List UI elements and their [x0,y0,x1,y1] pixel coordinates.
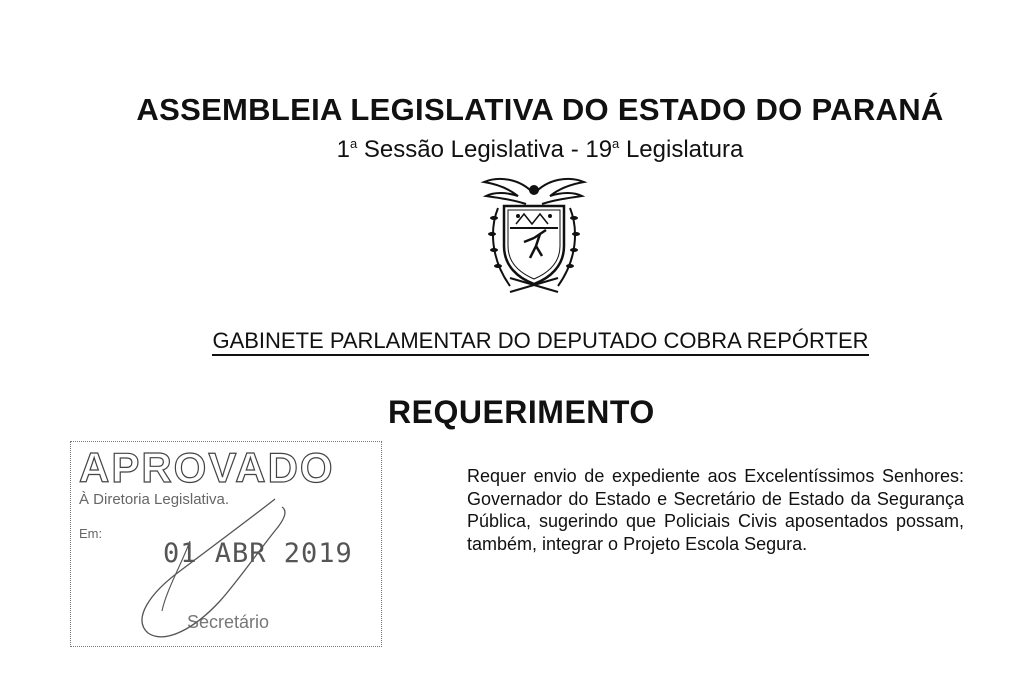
subtitle-legislature-text: Legislatura [619,136,744,163]
handwritten-signature [70,441,382,647]
cabinet-heading [173,328,908,354]
stamp-signature-label: Secretário [187,612,270,632]
request-summary: Requer envio de expediente aos Excelentíssimos Senhores: Governador do Estado e Secretário de Estado da Segurança Pública, sugerindo que Policiais Civis aposentados possam, também, integrar o Projeto Escola Segura. [467,466,964,554]
cabinet-heading-text: GABINETE PARLAMENTAR DO DEPUTADO COBRA REPÓRTER [212,328,868,356]
subtitle-session-number: 1 [336,136,350,163]
stamp-date: 01 ABR 2019 [163,538,353,569]
assembly-title: ASSEMBLEIA LEGISLATIVA DO ESTADO DO PARANÁ [136,92,944,127]
stamp-destination: À Diretoria Legislativa. [79,491,230,508]
stamp-heading: APROVADO [79,444,335,491]
subtitle-session-text: Sessão Legislativa - 19 [357,136,613,163]
subtitle-ordinal-1: a [350,136,358,151]
document-title: REQUERIMENTO [388,394,655,430]
parana-coat-of-arms-icon [470,168,598,304]
session-subtitle [0,136,1024,164]
subtitle-ordinal-2: a [612,136,620,151]
stamp-date-label: Em: [79,526,103,541]
